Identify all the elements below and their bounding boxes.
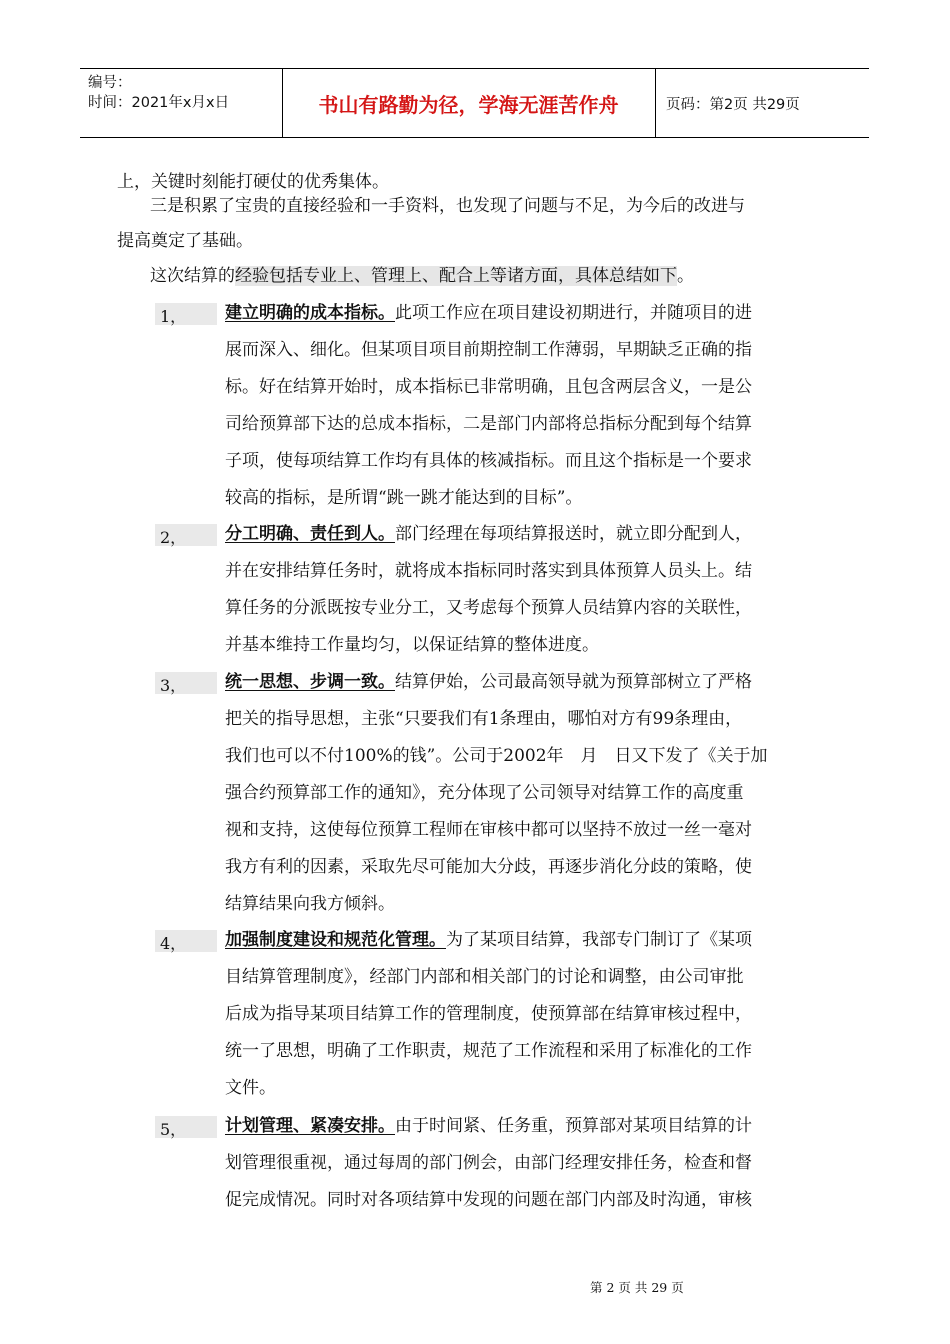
serial-label: 编号： bbox=[88, 75, 132, 91]
list-item-text: 展而深入、细化。但某项目项目前期控制工作薄弱，早期缺乏正确的指 bbox=[225, 340, 752, 360]
list-item-text: 为了某项目结算，我部专门制订了《某项 bbox=[446, 930, 752, 950]
list-item-line bbox=[225, 892, 395, 916]
list-item-text: 统一了思想，明确了工作职责，规范了工作流程和采用了标准化的工作 bbox=[225, 1041, 752, 1061]
list-number: 5， bbox=[160, 1120, 187, 1139]
list-item-text: 划管理很重视，通过每周的部门例会，由部门经理安排任务，检查和督 bbox=[225, 1153, 752, 1173]
page-footer: 第 2 页 共 29 页 bbox=[590, 1280, 684, 1295]
list-item-line bbox=[225, 707, 742, 731]
list-item-line bbox=[225, 928, 752, 952]
list-item-line bbox=[225, 633, 599, 657]
list-item-text: 我们也可以不付100%的钱”。公司于2002年 月 日又下发了《关于加 bbox=[225, 746, 768, 766]
header-divider bbox=[655, 69, 656, 137]
list-item-heading: 计划管理、紧凑安排。 bbox=[225, 1116, 395, 1136]
list-item-text: 结算伊始，公司最高领导就为预算部树立了严格 bbox=[395, 672, 752, 692]
list-number: 3， bbox=[160, 676, 187, 695]
list-item-text: 此项工作应在项目建设初期进行，并随项目的进 bbox=[395, 303, 752, 323]
list-item-line bbox=[225, 338, 752, 362]
list-item-line bbox=[225, 818, 752, 842]
list-item-line bbox=[225, 855, 752, 879]
header-meta bbox=[88, 73, 229, 113]
list-item-line bbox=[225, 596, 752, 620]
list-item-line bbox=[225, 412, 752, 436]
list-item-heading: 建立明确的成本指标。 bbox=[225, 303, 395, 323]
list-item-text: 促完成情况。同时对各项结算中发现的问题在部门内部及时沟通，审核 bbox=[225, 1190, 752, 1210]
list-number: 4， bbox=[160, 934, 187, 953]
intro-line: 三是积累了宝贵的直接经验和一手资料，也发现了问题与不足，为今后的改进与 bbox=[150, 196, 745, 216]
list-item-heading: 加强制度建设和规范化管理。 bbox=[225, 930, 446, 950]
list-item-line bbox=[225, 301, 752, 325]
intro-line bbox=[150, 264, 694, 288]
list-item-text: 子项，使每项结算工作均有具体的核减指标。而且这个指标是一个要求 bbox=[225, 451, 752, 471]
list-item-heading: 分工明确、责任到人。 bbox=[225, 524, 395, 544]
list-item-line bbox=[225, 375, 752, 399]
list-item-text: 后成为指导某项目结算工作的管理制度，使预算部在结算审核过程中， bbox=[225, 1004, 752, 1024]
list-item-line bbox=[225, 1188, 752, 1212]
time-label: 时间：2021年x月x日 bbox=[88, 95, 230, 111]
intro-line: 上，关键时刻能打硬仗的优秀集体。 bbox=[117, 172, 389, 192]
intro-text: 这次结算的 bbox=[150, 266, 235, 286]
list-item-text: 由于时间紧、任务重，预算部对某项目结算的计 bbox=[395, 1116, 752, 1136]
page-header bbox=[80, 68, 869, 138]
list-item-text: 司给预算部下达的总成本指标，二是部门内部将总指标分配到每个结算 bbox=[225, 414, 752, 434]
header-page-label: 页码：第2页 共29页 bbox=[666, 97, 800, 113]
highlighted-text: 经验包括专业上、管理上、配合上等诸方面，具体总结如下 bbox=[235, 266, 677, 286]
list-item-heading: 统一思想、步调一致。 bbox=[225, 672, 395, 692]
intro-text: 。 bbox=[677, 266, 694, 286]
list-item-text: 目结算管理制度》，经部门内部和相关部门的讨论和调整，由公司审批 bbox=[225, 967, 744, 987]
header-motto: 书山有路勤为径，学海无涯苦作舟 bbox=[318, 92, 619, 117]
list-item-line bbox=[225, 1151, 752, 1175]
list-item-text: 强合约预算部工作的通知》，充分体现了公司领导对结算工作的高度重 bbox=[225, 783, 744, 803]
list-item-text: 把关的指导思想，主张“只要我们有1条理由，哪怕对方有99条理由， bbox=[225, 709, 743, 729]
list-item-text: 较高的指标，是所谓“跳一跳才能达到的目标”。 bbox=[225, 488, 583, 508]
list-item-text: 标。好在结算开始时，成本指标已非常明确，且包含两层含义，一是公 bbox=[225, 377, 752, 397]
list-number: 2， bbox=[160, 528, 187, 547]
list-item-line bbox=[225, 1039, 752, 1063]
list-item-line bbox=[225, 522, 752, 546]
list-item-line bbox=[225, 781, 744, 805]
list-item-text: 结算结果向我方倾斜。 bbox=[225, 894, 395, 914]
list-item-text: 并基本维持工作量均匀，以保证结算的整体进度。 bbox=[225, 635, 599, 655]
list-item-text: 算任务的分派既按专业分工，又考虑每个预算人员结算内容的关联性， bbox=[225, 598, 752, 618]
list-item-text: 我方有利的因素，采取先尽可能加大分歧，再逐步消化分歧的策略，使 bbox=[225, 857, 752, 877]
list-item-line bbox=[225, 1114, 752, 1138]
list-item-line bbox=[225, 449, 752, 473]
list-item-text: 部门经理在每项结算报送时，就立即分配到人， bbox=[395, 524, 752, 544]
intro-line: 提高奠定了基础。 bbox=[117, 231, 253, 251]
list-item-line bbox=[225, 744, 768, 768]
list-item-text: 视和支持，这使每位预算工程师在审核中都可以坚持不放过一丝一毫对 bbox=[225, 820, 752, 840]
list-item-line bbox=[225, 670, 752, 694]
list-number: 1， bbox=[160, 307, 187, 326]
list-item-text: 并在安排结算任务时，就将成本指标同时落实到具体预算人员头上。结 bbox=[225, 561, 752, 581]
list-item-line bbox=[225, 486, 582, 510]
list-item-text: 文件。 bbox=[225, 1078, 276, 1098]
list-item-line bbox=[225, 1076, 276, 1100]
list-item-line bbox=[225, 559, 752, 583]
list-item-line bbox=[225, 965, 744, 989]
list-item-line bbox=[225, 1002, 752, 1026]
